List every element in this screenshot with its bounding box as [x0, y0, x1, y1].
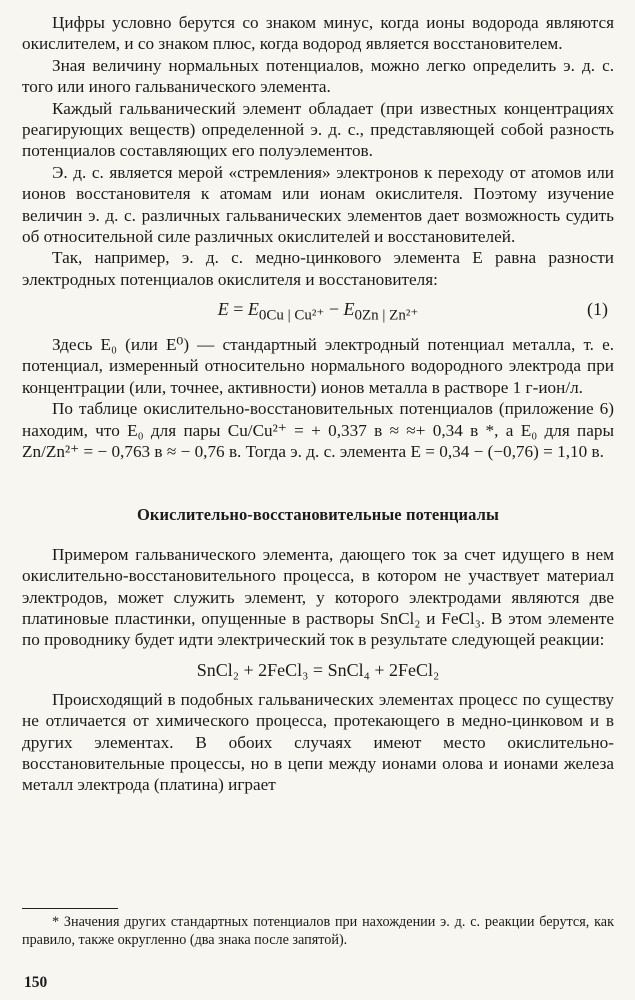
equation-2: SnCl₂ + 2FeCl₃ = SnCl₄ + 2FeCl₂	[196, 659, 440, 680]
paragraph-standard-potential: Здесь E₀ (или E⁰) — стандартный электродный потенциал металла, т. е. потенциал, измеренный относительно нормального водородного электрода при концентрации (или, точнее, активности) ионов металла в растворе 1 г-ион/л.	[22, 334, 614, 397]
equation-1-term1-sub: 0Cu | Cu²⁺	[258, 307, 325, 324]
section-title: Окислительно-восстановительные потенциалы	[137, 505, 499, 525]
paragraph-table-lookup: По таблице окислительно-восстановительных потенциалов (приложение 6) находим, что E₀ для пары Cu/Cu²⁺ = + 0,337 в ≈ ≈+ 0,34 в *, а E₀ для пары Zn/Zn²⁺ = − 0,763 в ≈ − 0,76 в. Тогда э. д. с. элемента E = 0,34 − (−0,76) = 1,10 в.	[22, 399, 614, 461]
equation-1-minus: −	[324, 299, 344, 320]
equation-1-equals: =	[228, 299, 248, 320]
main-text	[22, 12, 614, 796]
paragraph-normal-potentials: Зная величину нормальных потенциалов, можно легко определить э. д. с. того или иного гальванического элемента.	[22, 55, 614, 97]
equation-1-term2: E	[343, 299, 355, 320]
equation-1-term1: E	[247, 299, 259, 320]
paragraph-emf-measure: Э. д. с. является мерой «стремления» электронов к переходу от атомов или ионов восстановителя к атомам или ионам окислителя. Поэтому изучение величин э. д. с. различных гальванических элементов дает возможность судить об относительной силе различных окислителей и восстановителей.	[22, 162, 614, 247]
footnote-divider	[22, 908, 118, 909]
paragraph-copper-zinc-example: Так, например, э. д. с. медно-цинкового элемента E равна разности электродных потенциалов окислителя и восстановителя:	[22, 248, 614, 289]
equation-1-lhs: E	[217, 299, 229, 320]
page-number: 150	[24, 974, 48, 991]
footnote: * Значения других стандартных потенциалов при нахождении э. д. с. реакции берутся, как правило, также округленно (два знака после запятой).	[22, 914, 614, 948]
equation-1	[22, 296, 614, 329]
paragraph-emf-definition: Каждый гальванический элемент обладает (при известных концентрациях реагирующих веществ) определенной э. д. с., представляющей собой разность потенциалов составляющих его полуэлементов.	[22, 98, 614, 161]
paragraph-sign-convention: Цифры условно берутся со знаком минус, когда ионы водорода являются окислителем, и со знаком плюс, когда водород является восстановителем.	[22, 13, 614, 54]
paragraph-process-comparison: Происходящий в подобных гальванических элементах процесс по существу не отличается от химического процесса, протекающего в медно-цинковом и в других элементах. В обоих случаях имеют место окислительно-восстановительные процессы, но в цепи между ионами олова и ионами железа металл электрода (платина) играет	[22, 689, 614, 795]
paragraph-galvanic-example: Примером гальванического элемента, дающего ток за счет идущего в нем окислительно-восстановительного процесса, в котором не участвует материал электродов, может служить элемент, у которого электродами являются две платиновые пластинки, опущенные в растворы SnCl₂ и FeCl₃. В этом элементе по проводнику будет идти электрический ток в результате следующей реакции:	[22, 544, 614, 650]
equation-1-term2-sub: 0Zn | Zn²⁺	[354, 307, 419, 324]
equation-1-number: (1)	[587, 299, 608, 320]
